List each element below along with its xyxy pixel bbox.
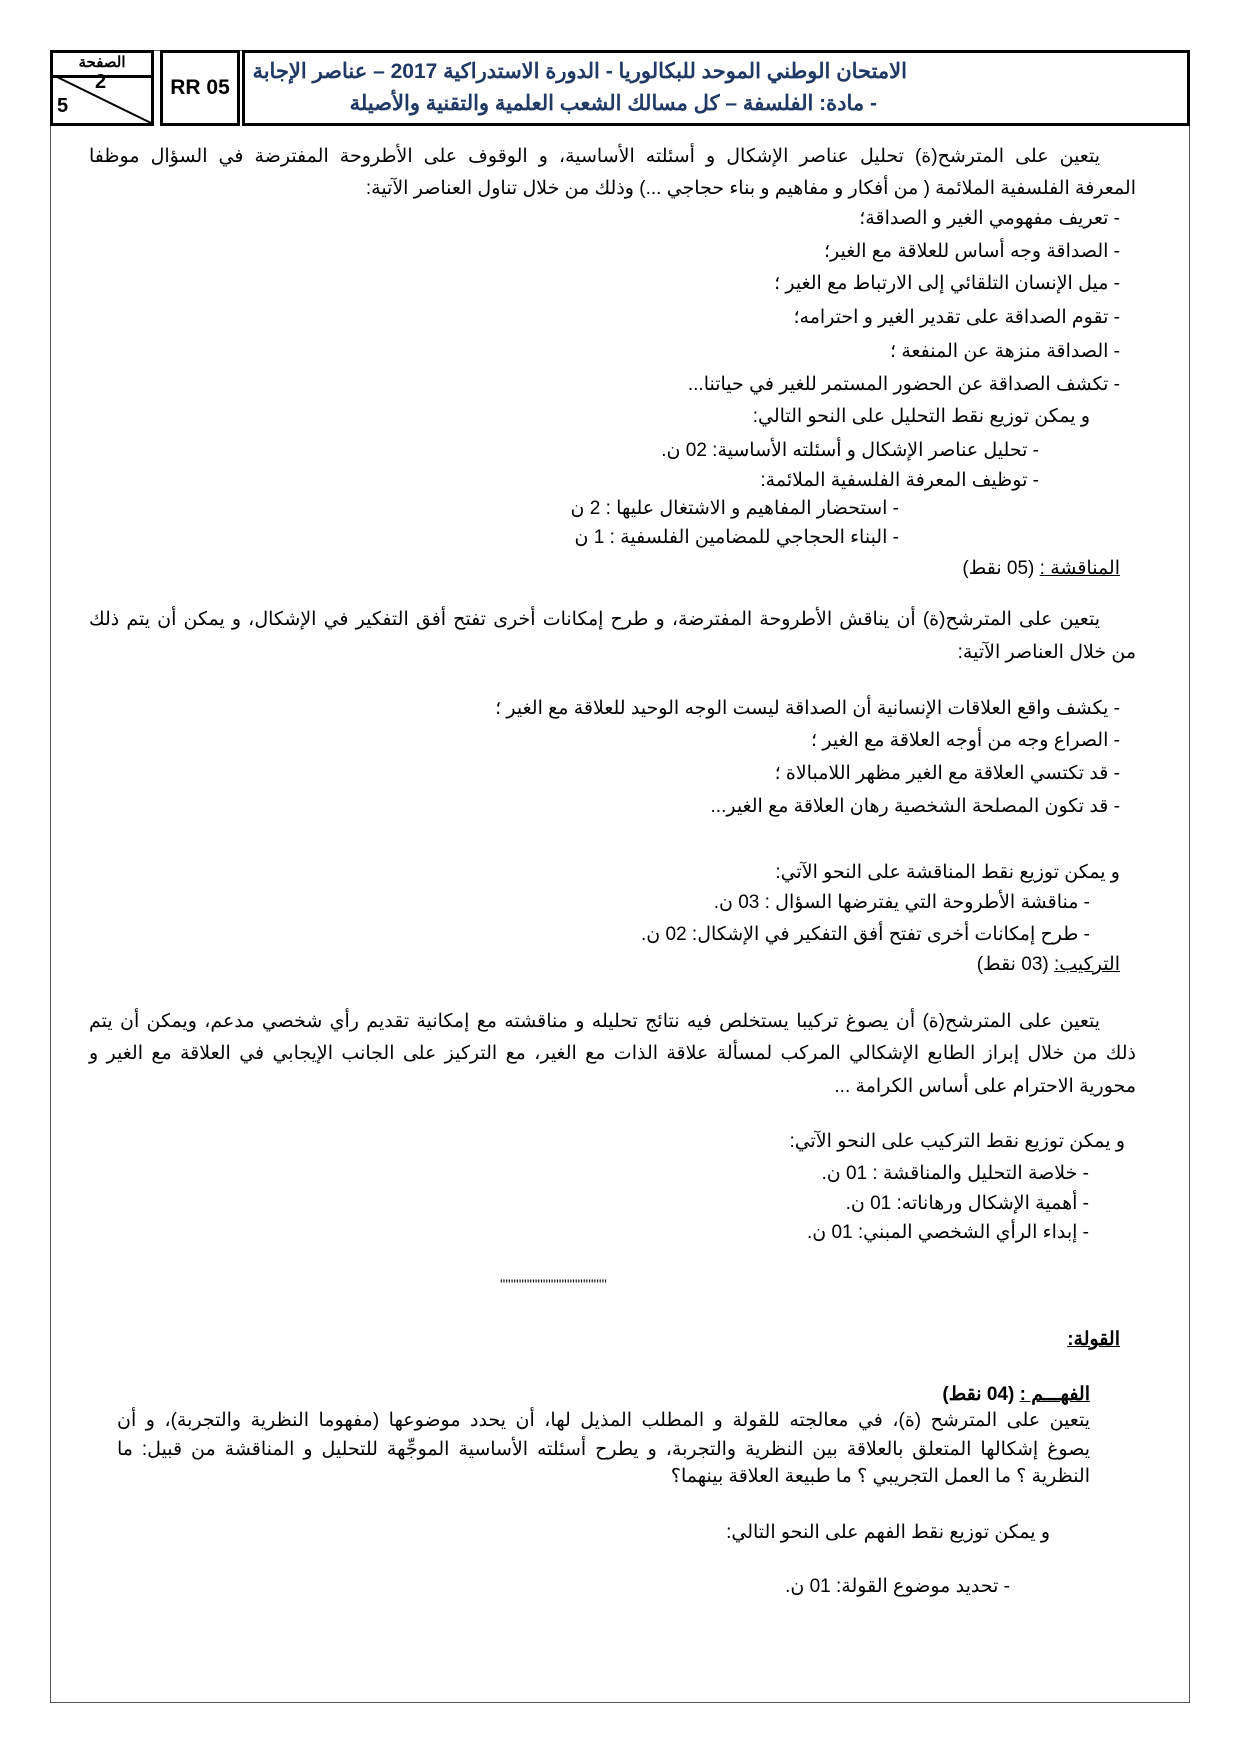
discussion-points: (05 نقط) [962, 558, 1035, 579]
list-item: - تعريف مفهومي الغير و الصداقة؛ [859, 208, 1120, 229]
list-item: - ميل الإنسان التلقائي إلى الارتباط مع الغير ؛ [774, 273, 1120, 294]
quote-title: القولة: [1067, 1329, 1120, 1350]
list-item: - تقوم الصداقة على تقدير الغير و احترامه؛ [793, 307, 1120, 328]
distribution-item: - أهمية الإشكال ورهاناته: 01 ن. [845, 1193, 1089, 1214]
synthesis-heading [977, 953, 1120, 977]
distribution-item: - طرح إمكانات أخرى تفتح أفق التفكير في الإشكال: 02 ن. [641, 924, 1090, 945]
list-item: - قد تكون المصلحة الشخصية رهان العلاقة مع الغير... [710, 796, 1120, 817]
section-separator: '''''''''''''''''''''''''''''''''''''''' [500, 1276, 607, 1292]
distribution-item: - خلاصة التحليل والمناقشة : 01 ن. [821, 1163, 1089, 1184]
distribution-intro: و يمكن توزيع نقط الفهم على النحو التالي: [726, 1522, 1050, 1543]
distribution-item: - تحديد موضوع القولة: 01 ن. [785, 1576, 1010, 1597]
synthesis-paragraph-line: ذلك من خلال إبراز الطابع الإشكالي المركب لمسألة علاقة الذات مع الغير، مع التركيز على الجانب الإيجابي في العلاقة مع الغير و [89, 1043, 1136, 1064]
distribution-item: - توظيف المعرفة الفلسفية الملائمة: [760, 470, 1039, 491]
fahm-heading [942, 1383, 1090, 1407]
analysis-paragraph-line: المعرفة الفلسفية الملائمة ( من أفكار و مفاهيم و بناء حجاجي ...) وذلك من خلال تناول العناصر الآتية: [365, 178, 1136, 199]
discussion-paragraph-line: من خلال العناصر الآتية: [957, 642, 1136, 663]
fahm-paragraph-line: النظرية ؟ ما العمل التجريبي ؟ ما طبيعة العلاقة بينهما؟ [670, 1466, 1090, 1487]
synthesis-points: (03 نقط) [976, 954, 1049, 975]
list-item: - تكشف الصداقة عن الحضور المستمر للغير في حياتنا... [687, 374, 1120, 395]
distribution-item: - البناء الحجاجي للمضامين الفلسفية : 1 ن [574, 527, 899, 548]
fahm-points: (04 نقط) [942, 1384, 1015, 1405]
discussion-paragraph-line: يتعين على المترشح(ة) أن يناقش الأطروحة المفترضة، و طرح إمكانات أخرى تفتح أفق التفكير في الإشكال، و يمكن أن يتم ذلك [89, 609, 1100, 630]
distribution-item: - مناقشة الأطروحة التي يفترضها السؤال : 03 ن. [713, 892, 1090, 913]
header-title-line2: - مادة: الفلسفة – كل مسالك الشعب العلمية والتقنية والأصيلة [349, 92, 877, 115]
distribution-item: - استحضار المفاهيم و الاشتغال عليها : 2 ن [570, 498, 899, 519]
exam-code: RR 05 [160, 50, 240, 126]
page-current: 2 [95, 71, 107, 93]
discussion-heading [962, 557, 1120, 581]
list-item: - الصداقة منزهة عن المنفعة ؛ [890, 341, 1120, 362]
list-item: - قد تكتسي العلاقة مع الغير مظهر اللامبالاة ؛ [774, 763, 1120, 784]
analysis-paragraph-line: يتعين على المترشح(ة) تحليل عناصر الإشكال و أسئلته الأساسية، و الوقوف على الأطروحة المفترضة في السؤال موظفا [89, 146, 1100, 167]
synthesis-paragraph-line: محورية الاحترام على أساس الكرامة ... [834, 1076, 1136, 1097]
discussion-title: المناقشة : [1039, 558, 1120, 579]
distribution-item: - تحليل عناصر الإشكال و أسئلته الأساسية: 02 ن. [661, 440, 1039, 461]
distribution-intro: و يمكن توزيع نقط المناقشة على النحو الآتي: [775, 862, 1120, 883]
synthesis-paragraph-line: يتعين على المترشح(ة) أن يصوغ تركيبا يستخلص فيه نتائج تحليله و مناقشته مع إمكانية تقديم رأي شخصي مدعم، ويمكن أن يتم [89, 1011, 1101, 1032]
list-item: - يكشف واقع العلاقات الإنسانية أن الصداقة ليست الوجه الوحيد للعلاقة مع الغير ؛ [495, 698, 1120, 719]
distribution-intro: و يمكن توزيع نقط التحليل على النحو التالي: [752, 406, 1090, 427]
distribution-intro: و يمكن توزيع نقط التركيب على النحو الآتي: [789, 1131, 1125, 1152]
fahm-title: الفهـــم : [1019, 1384, 1090, 1405]
page-label: الصفحة [53, 53, 151, 78]
synthesis-title: التركيب: [1054, 954, 1120, 975]
page-total: 5 [57, 95, 69, 117]
list-item: - الصراع وجه من أوجه العلاقة مع الغير ؛ [811, 730, 1120, 751]
list-item: - الصداقة وجه أساس للعلاقة مع الغير؛ [824, 241, 1120, 262]
fahm-paragraph-line: يتعين على المترشح (ة)، في معالجته للقولة و المطلب المذيل لها، أن يحدد موضوعها (مفهوما النظرية والتجربة)، و أن [117, 1410, 1090, 1431]
distribution-item: - إبداء الرأي الشخصي المبني: 01 ن. [806, 1222, 1089, 1243]
header-title-cell [242, 50, 1190, 126]
fahm-paragraph-line: يصوغ إشكالها المتعلق بالعلاقة بين النظرية والتجربة، و يطرح أسئلته الأساسية الموجِّهة للتحليل و المناقشة من قبيل: ما [117, 1439, 1090, 1460]
header-title-line1: الامتحان الوطني الموحد للبكالوريا - الدورة الاستدراكية 2017 – عناصر الإجابة [252, 60, 907, 83]
page-number-cell [50, 50, 154, 126]
